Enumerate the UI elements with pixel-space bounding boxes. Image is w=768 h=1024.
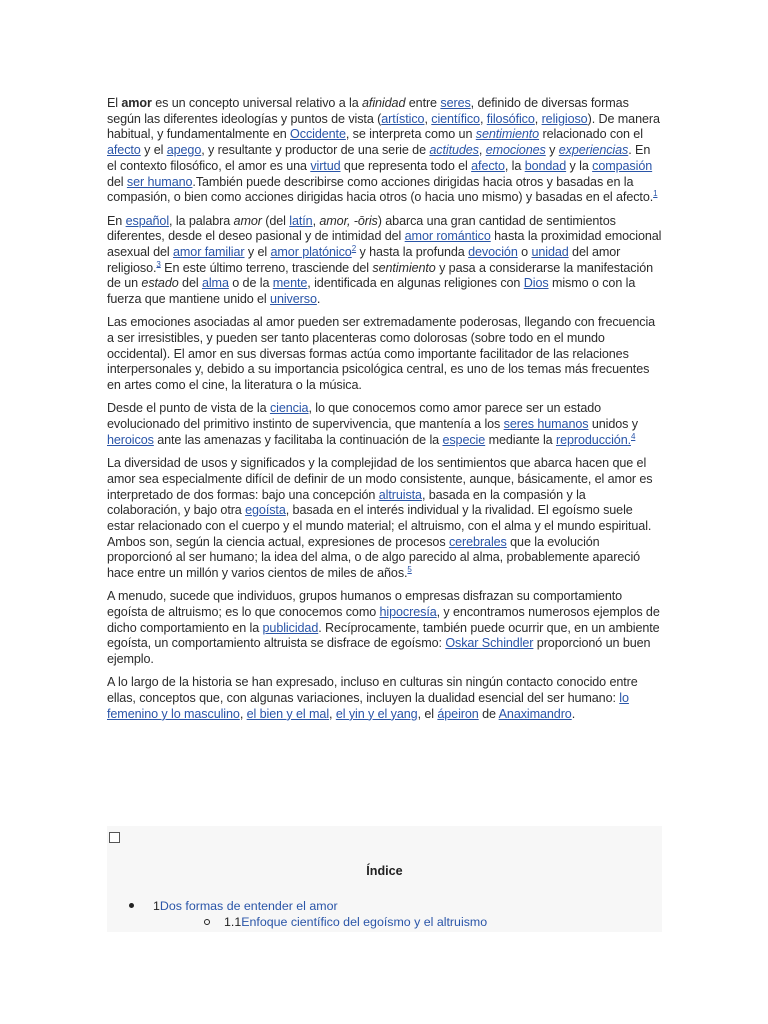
inline-link[interactable]: ápeiron [437, 706, 479, 721]
toc-title: Índice [366, 864, 403, 878]
inline-link[interactable]: amor familiar [173, 244, 245, 259]
inline-link[interactable]: mente [272, 276, 308, 291]
text-run: , [478, 143, 486, 158]
inline-link[interactable]: amor platónico [270, 244, 352, 259]
text-run: del [178, 276, 202, 291]
footnote-ref[interactable]: 1 [653, 189, 658, 199]
text-run: . [571, 706, 576, 721]
text-run: A menudo, sucede que individuos, grupos humanos o empresas disfrazan su comportamiento egoísta de altruismo; es lo que conocemos como [107, 589, 623, 620]
inline-link[interactable]: religioso [541, 111, 588, 126]
text-run: .También puede describirse como acciones dirigidas hacia otros y basadas en la compasión, o bien como acciones dirigidas hacia otros (o hacia uno mismo) y basadas en el afecto. [107, 174, 654, 205]
text-run: que la evolución proporcionó al ser humano; la idea del alma, o de algo parecido al alma, probablemente apareció hace entre un millón y varios cientos de miles de años. [107, 534, 641, 581]
text-run: y la [566, 158, 593, 173]
inline-link[interactable]: Anaximandro [498, 706, 572, 721]
text-run: , [424, 111, 432, 126]
inline-link[interactable]: reproducción [555, 432, 628, 447]
text-run: , [239, 706, 247, 721]
footnote-ref[interactable]: 3 [156, 259, 161, 269]
inline-link[interactable]: virtud [310, 158, 341, 173]
toc-item-1[interactable] [129, 899, 338, 913]
text-run: , lo que conocemos como amor parece ser un estado evolucionado del primitivo instinto de supervivencia, que mantenía a los [107, 401, 602, 432]
inline-link[interactable]: ciencia [269, 401, 309, 416]
text-run: , basada en el interés individual y la rivalidad. El egoísmo suele estar relacionado con el cuerpo y el mundo material; el altruismo, con el alma y el mundo espiritual. Ambos son, según la ciencia actual, expresiones de procesos [107, 503, 652, 549]
text-run: que representa todo el [340, 158, 472, 173]
text-run: . Recíprocamente, también puede ocurrir que, en un ambiente egoísta, un comportamiento altruista se disfrace de egoísmo: [107, 620, 660, 651]
text-run: entre [405, 96, 441, 110]
inline-link[interactable]: universo [270, 292, 317, 307]
text-run: amor, -ōris [319, 213, 378, 228]
inline-link[interactable]: afecto [107, 143, 141, 158]
text-run: La diversidad de usos y significados y la complejidad de los sentimientos que abarca hacen que el amor sea especialmente difícil de definir de un modo consistente, aunque, básicamente, el amor es interpretado de dos formas: bajo una concepción [107, 456, 653, 502]
paragraph-3 [107, 315, 662, 394]
footnote-ref[interactable]: 5 [407, 564, 412, 574]
text-run: En [107, 213, 126, 228]
inline-link[interactable]: amor romántico [404, 229, 491, 244]
inline-link[interactable]: unidad [531, 244, 569, 259]
inline-link[interactable]: actitudes [429, 143, 479, 158]
inline-link[interactable]: científico [431, 111, 480, 126]
paragraph-6 [107, 589, 662, 668]
text-run: , basada en la compasión y la colaboración, y bajo otra [107, 487, 586, 518]
inline-link[interactable]: apego [166, 143, 202, 158]
text-run: amor [121, 96, 152, 110]
text-run: , y resultante y productor de una serie de [201, 143, 430, 158]
inline-link[interactable]: heroicos [107, 432, 154, 447]
toc-item-1-1[interactable] [204, 915, 487, 929]
text-run: y pasa a considerarse la manifestación de un [107, 260, 653, 291]
footnote-ref[interactable]: 2 [351, 243, 357, 253]
text-run: . [316, 292, 321, 307]
inline-link[interactable]: cerebrales [448, 534, 507, 549]
text-run: , [534, 111, 542, 126]
paragraph-2 [107, 214, 662, 308]
text-run: , definido de diversas formas según las diferentes ideologías y puntos de vista ( [107, 96, 629, 126]
text-run: es un concepto universal relativo a la [151, 96, 363, 110]
text-run: y [545, 143, 559, 158]
text-run: ). De manera habitual, y fundamentalmente en [107, 111, 660, 142]
text-run: En este último terreno, trasciende del [160, 260, 373, 275]
inline-link[interactable]: español [125, 213, 170, 228]
text-run: , la palabra [169, 213, 234, 228]
text-run: amor [233, 213, 262, 228]
inline-link[interactable]: egoísta [245, 503, 286, 518]
inline-link[interactable]: latín [289, 213, 313, 228]
inline-link[interactable]: especie [442, 432, 486, 447]
text-run: , identificada en algunas religiones con [307, 276, 524, 291]
text-run: del amor religioso. [107, 244, 621, 275]
text-run: (del [261, 213, 290, 228]
text-run: del [107, 174, 127, 189]
text-run: , [479, 111, 487, 126]
paragraph-5 [107, 456, 662, 582]
text-run: . En el contexto filosófico, el amor es una [107, 143, 651, 173]
inline-link[interactable]: seres [440, 96, 471, 110]
inline-link[interactable]: bondad [524, 158, 567, 173]
text-run: proporcionó un buen ejemplo. [107, 636, 651, 667]
toc-item-1-1-number: 1.1 [224, 915, 242, 929]
inline-link[interactable]: alma [201, 276, 229, 291]
inline-link[interactable]: ser humano [126, 174, 193, 189]
bullet-icon [129, 903, 134, 908]
inline-link[interactable]: emociones [485, 143, 546, 158]
text-run: afinidad [362, 96, 406, 110]
text-run: , [312, 213, 320, 228]
text-run: relacionado con el [539, 127, 643, 142]
text-run: mediante la [485, 432, 556, 447]
text-run: A lo largo de la historia se han expresado, incluso en culturas sin ningún contacto conocido entre ellas, conceptos que, con algunas variaciones, incluyen la dualidad esencial del ser humano: [107, 675, 638, 706]
inline-link[interactable]: altruista [378, 487, 422, 502]
inline-link[interactable]: Dios [523, 276, 549, 291]
inline-link[interactable]: Occidente [290, 127, 346, 142]
paragraph-4 [107, 401, 662, 448]
inline-link[interactable]: . [627, 432, 631, 447]
inline-link[interactable]: afecto [471, 158, 505, 173]
inline-link[interactable]: seres humanos [503, 417, 589, 432]
text-run: sentimiento [372, 260, 436, 275]
inline-link[interactable]: devoción [468, 244, 518, 259]
text-run: Desde el punto de vista de la [107, 401, 270, 416]
text-run: y hasta la profunda [356, 244, 469, 259]
text-run: hasta la proximidad emocional asexual del [107, 229, 662, 259]
text-run: ) abarca una gran cantidad de sentimientos diferentes, desde el deseo pasional y de intimidad del [107, 213, 616, 244]
inline-link[interactable]: publicidad [262, 620, 319, 635]
toc-toggle-checkbox[interactable] [109, 832, 120, 843]
inline-link[interactable]: hipocresía [379, 605, 437, 620]
text-run: unidos y [588, 417, 638, 432]
inline-link[interactable]: el bien y el mal [246, 706, 330, 721]
text-run: estado [141, 276, 179, 291]
text-run: , el [417, 706, 438, 721]
text-run: , y encontramos numerosos ejemplos de dicho comportamiento en la [107, 605, 660, 635]
text-run: y el [140, 143, 167, 158]
paragraph-1 [107, 96, 662, 206]
text-run: de [478, 706, 499, 721]
inline-link[interactable]: sentimiento [475, 127, 540, 142]
text-run: mismo o con la fuerza que mantiene unido el [107, 276, 636, 307]
inline-link[interactable]: Oskar Schindler [445, 636, 534, 651]
paragraph-7 [107, 675, 662, 722]
inline-link[interactable]: compasión [592, 158, 653, 173]
text-run: , la [504, 158, 525, 173]
inline-link[interactable]: experiencias [558, 143, 629, 158]
text-run: Las emociones asociadas al amor pueden ser extremadamente poderosas, llegando con frecuencia a ser irresistibles, y pueden ser tanto placenteras como dolorosas (sobre todo en el mundo occidental). El amor en sus diversas formas actúa como importante facilitador de las relaciones interpersonales y, debido a su importancia psicológica central, es uno de los temas más frecuentes en artes como el cine, la literatura o la música. [107, 315, 656, 393]
inline-link[interactable]: artístico [381, 111, 425, 126]
footnote-ref[interactable]: 4 [631, 431, 636, 441]
text-run: , se interpreta como un [345, 127, 476, 142]
article-body [107, 96, 662, 730]
text-run: o [517, 244, 532, 259]
text-run: El [107, 96, 122, 110]
inline-link[interactable]: lo femenino y lo masculino [107, 691, 629, 721]
inline-link[interactable]: filosófico [486, 111, 535, 126]
circle-bullet-icon [204, 919, 210, 925]
text-run: y el [244, 244, 271, 259]
toc-item-1-1-link[interactable]: Enfoque científico del egoísmo y el altruismo [241, 915, 488, 929]
table-of-contents [107, 826, 662, 932]
inline-link[interactable]: el yin y el yang [335, 706, 418, 721]
text-run: o de la [228, 276, 273, 291]
toc-item-1-number: 1 [153, 899, 160, 913]
toc-item-1-link[interactable]: Dos formas de entender el amor [159, 899, 338, 913]
text-run: ante las amenazas y facilitaba la continuación de la [153, 432, 443, 447]
text-run: , [329, 706, 336, 721]
